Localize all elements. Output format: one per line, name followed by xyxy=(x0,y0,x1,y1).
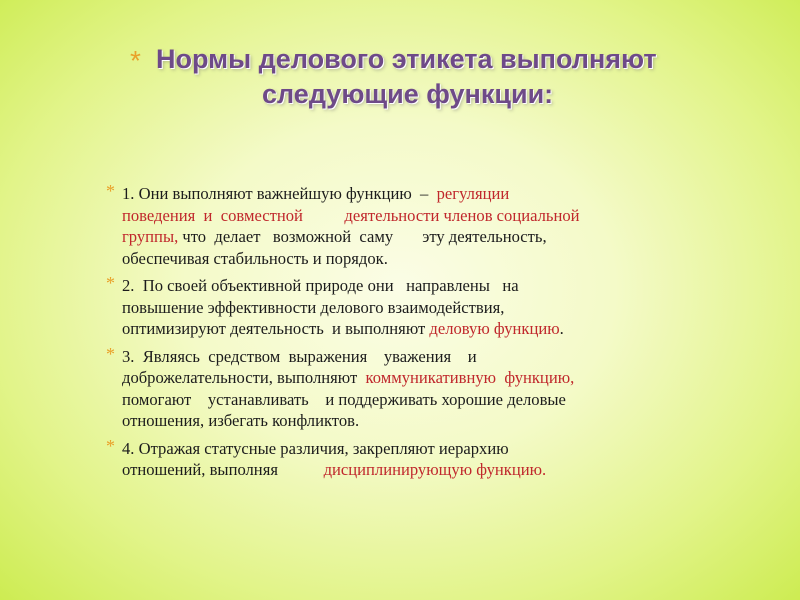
item-4-row-1 xyxy=(122,438,734,460)
item-2-row-1 xyxy=(122,275,734,297)
item-3-row-4 xyxy=(122,410,734,432)
item-highlight: группы, xyxy=(122,227,179,246)
item-text: что делает возможной саму эту деятельность, xyxy=(178,227,547,246)
item-1-row-3 xyxy=(122,226,734,248)
item-1-row-1 xyxy=(122,183,734,205)
item-text: доброжелательности, выполняют xyxy=(122,368,366,387)
item-3-row-3 xyxy=(122,389,734,411)
item-3-row-1 xyxy=(122,346,734,368)
item-text: обеспечивая стабильность и порядок. xyxy=(122,248,388,268)
list-item-2 xyxy=(104,275,734,340)
bullet-star-icon: * xyxy=(106,343,115,364)
function-list xyxy=(104,183,734,487)
item-highlight: дисциплинирующую функцию. xyxy=(323,460,547,479)
item-1-row-4 xyxy=(122,248,734,270)
item-text: 2. По своей объективной природе они направлены на xyxy=(122,276,519,295)
title-line-2: следующие функции: xyxy=(262,79,554,109)
list-item-1 xyxy=(104,183,734,269)
bullet-star-icon: * xyxy=(106,273,115,293)
item-2-row-2 xyxy=(122,297,734,319)
item-4-row-2 xyxy=(122,459,734,481)
item-text: 3. Являясь средством выражения уважения и xyxy=(122,346,477,366)
item-highlight: деловую функцию xyxy=(429,319,560,338)
bullet-star-icon: * xyxy=(106,435,115,456)
item-2-row-3 xyxy=(122,318,734,340)
item-text: помогают устанавливать и поддерживать хорошие деловые xyxy=(122,389,566,409)
title-bullet-icon: * xyxy=(130,45,141,76)
item-text: . xyxy=(559,319,564,338)
item-highlight: регуляции xyxy=(436,184,510,203)
item-highlight: коммуникативную функцию, xyxy=(365,368,575,387)
list-item-3 xyxy=(104,343,734,432)
item-text: 4. Отражая статусные различия, закрепляют иерархию xyxy=(122,438,509,458)
slide-title xyxy=(120,42,700,112)
list-item-4 xyxy=(104,435,734,481)
item-highlight: поведения и совместной деятельности членов социальной xyxy=(122,205,580,225)
item-text: оптимизируют деятельность и выполняют xyxy=(122,319,430,338)
item-text: отношения, избегать конфликтов. xyxy=(122,411,360,430)
item-text: 1. Они выполняют важнейшую функцию – xyxy=(122,184,437,203)
item-text: повышение эффективности делового взаимодействия, xyxy=(122,297,505,317)
title-line-1: Нормы делового этикета выполняют xyxy=(156,44,657,74)
bullet-star-icon: * xyxy=(106,181,115,201)
item-1-row-2 xyxy=(122,205,734,227)
item-3-row-2 xyxy=(122,367,734,389)
item-text: отношений, выполняя xyxy=(122,460,324,479)
